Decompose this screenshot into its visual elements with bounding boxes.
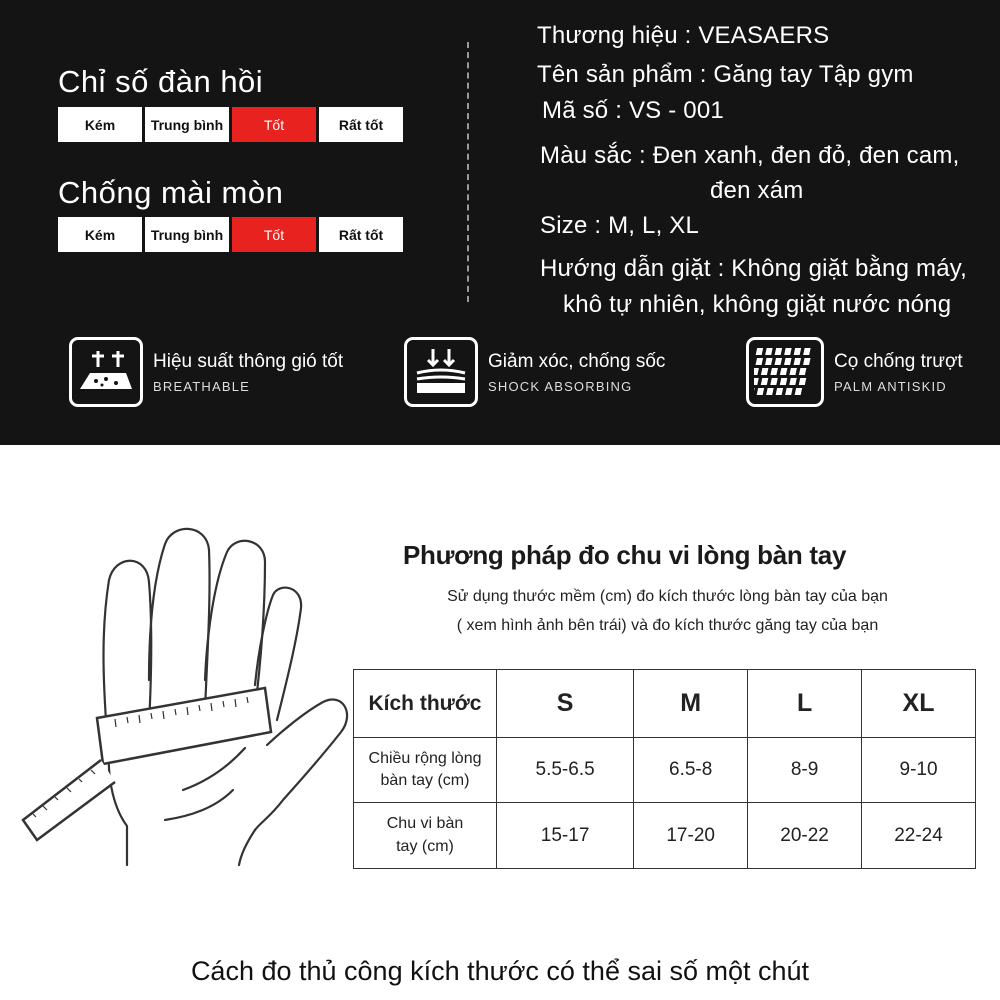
rating-level-average: Trung bình (145, 217, 229, 252)
shock-absorbing-icon (404, 337, 478, 407)
grip-dot (803, 358, 810, 365)
spec-colors: Màu sắc : Đen xanh, đen đỏ, đen cam, (540, 142, 960, 169)
specs-panel (0, 0, 1000, 445)
row-label-line: Chiều rộng lòng (368, 749, 482, 767)
grip-dot (770, 378, 777, 385)
spec-colors-cont: đen xám (710, 177, 804, 204)
spec-product-code: Mã số : VS - 001 (542, 97, 724, 124)
spec-brand: Thương hiệu : VEASAERS (537, 22, 830, 49)
table-row (354, 803, 976, 869)
grip-dot (761, 368, 768, 375)
grip-dot (754, 378, 759, 385)
grip-dot (780, 368, 787, 375)
grip-dot (794, 358, 801, 365)
table-cell: 9-10 (862, 738, 976, 803)
rating-level-average: Trung bình (145, 107, 229, 142)
table-row (354, 738, 976, 803)
abrasion-rating-bar (58, 217, 403, 252)
grip-dot (789, 368, 796, 375)
rating-level-excellent: Rất tốt (319, 217, 403, 252)
grip-dot (780, 378, 787, 385)
grip-dot (761, 378, 768, 385)
grip-dot (784, 348, 791, 355)
table-header-xl: XL (862, 670, 976, 738)
grip-dot (785, 388, 792, 395)
measurement-disclaimer: Cách đo thủ công kích thước có thể sai số một chút (190, 956, 810, 986)
abrasion-title: Chống mài mòn (58, 175, 284, 210)
size-chart-table (353, 669, 976, 869)
rating-level-good-selected: Tốt (232, 217, 316, 252)
antiskid-grid-icon (746, 337, 824, 407)
table-cell: 22-24 (862, 803, 976, 869)
rating-level-poor: Kém (58, 217, 142, 252)
spec-wash: Hướng dẫn giặt : Không giặt bằng máy, (540, 255, 968, 282)
measuring-tape-band (97, 688, 271, 764)
row-label-line: bàn tay (cm) (380, 772, 470, 789)
grip-dot (765, 358, 772, 365)
table-cell: 5.5-6.5 (497, 738, 634, 803)
dashed-divider (467, 42, 469, 302)
grip-dot (754, 388, 755, 395)
spec-wash-cont: khô tự nhiên, không giặt nước nóng (563, 291, 952, 318)
table-cell: 8-9 (748, 738, 862, 803)
row-label-line: tay (cm) (396, 837, 454, 855)
measure-desc-line1: Sử dụng thước mềm (cm) đo kích thước lòng bàn tay của bạn (447, 588, 888, 605)
grip-dot (799, 368, 806, 375)
elasticity-title: Chỉ số đàn hồi (58, 64, 264, 99)
feature-subtitle: SHOCK ABSORBING (488, 378, 633, 394)
breathable-icon (69, 337, 143, 407)
rating-level-good-selected: Tốt (232, 107, 316, 142)
row-label-palm-width (354, 738, 497, 803)
table-cell: 17-20 (634, 803, 748, 869)
hand-measuring-illustration (15, 520, 360, 875)
grip-dot (789, 378, 796, 385)
row-label-palm-circumference (354, 803, 497, 869)
measure-method-title: Phương pháp đo chu vi lòng bàn tay (403, 540, 847, 570)
feature-title: Giảm xóc, chống sốc (488, 350, 666, 372)
feature-title: Hiệu suất thông gió tốt (153, 350, 344, 372)
feature-title: Cọ chống trượt (834, 350, 963, 372)
table-header-size-label: Kích thước (354, 670, 497, 738)
elasticity-rating-bar (58, 107, 403, 142)
feature-shock-absorbing (404, 332, 665, 412)
grip-dot (795, 388, 802, 395)
feature-subtitle: PALM ANTISKID (834, 378, 947, 394)
tape-hanging-end (23, 760, 115, 840)
grip-dot (775, 358, 782, 365)
grip-dot (766, 388, 773, 395)
grip-dot (776, 388, 783, 395)
spec-size: Size : M, L, XL (540, 212, 700, 239)
grip-dot (799, 378, 806, 385)
grip-dot (770, 368, 777, 375)
grip-dot (794, 348, 801, 355)
table-cell: 20-22 (748, 803, 862, 869)
row-label-line: Chu vi bàn (386, 815, 464, 833)
table-header-m: M (634, 670, 748, 738)
table-cell: 15-17 (497, 803, 634, 869)
table-header-l: L (748, 670, 862, 738)
rating-level-excellent: Rất tốt (319, 107, 403, 142)
rating-level-poor: Kém (58, 107, 142, 142)
grip-dot (756, 348, 763, 355)
grip-dot (775, 348, 782, 355)
feature-subtitle: BREATHABLE (153, 378, 251, 394)
feature-breathable (69, 332, 343, 412)
spec-product-name: Tên sản phẩm : Găng tay Tập gym (537, 61, 914, 88)
grip-dot (757, 388, 764, 395)
grip-dot (754, 368, 759, 375)
grip-dot (765, 348, 772, 355)
table-header-row (354, 670, 976, 738)
measure-desc-line2: ( xem hình ảnh bên trái) và đo kích thước găng tay của bạn (456, 617, 879, 634)
table-cell: 6.5-8 (634, 738, 748, 803)
feature-palm-antiskid (746, 332, 963, 412)
table-header-s: S (497, 670, 634, 738)
grip-dot (803, 348, 810, 355)
grip-dot (756, 358, 763, 365)
grip-dot (784, 358, 791, 365)
